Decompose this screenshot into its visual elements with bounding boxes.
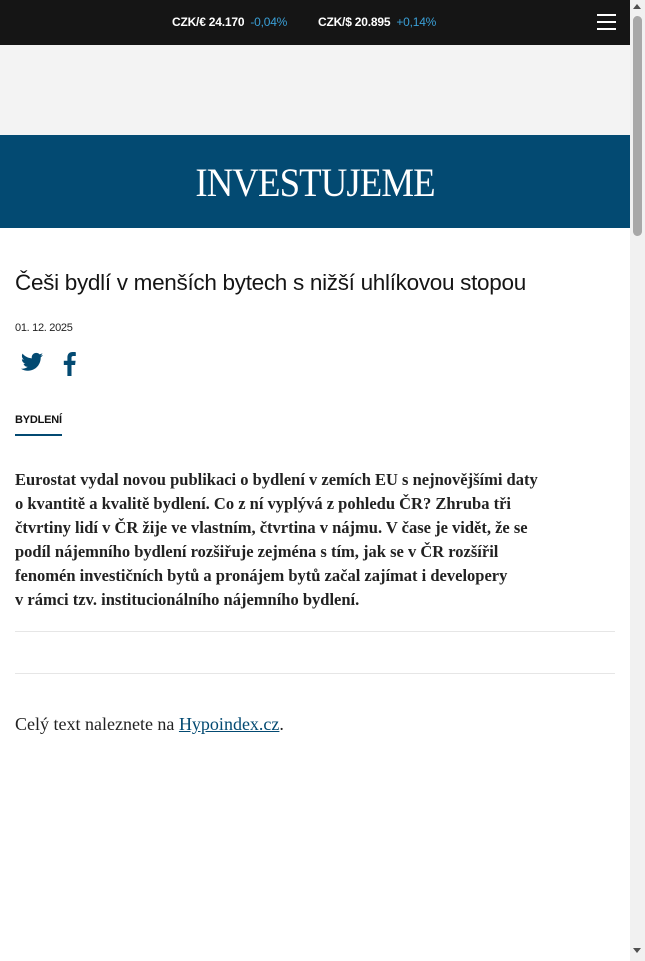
- perex-line: Eurostat vydal novou publikaci o bydlení v zemích EU s nejnovějšími daty: [15, 470, 538, 489]
- perex-line: fenomén investičních bytů a pronájem bytů začal zajímat i developery: [15, 566, 508, 585]
- scroll-down-arrow-icon[interactable]: [633, 948, 641, 953]
- category-tag[interactable]: BYDLENÍ: [15, 414, 62, 436]
- scrollbar-thumb[interactable]: [633, 16, 642, 236]
- perex-line: v rámci tzv. institucionálního nájemního bydlení.: [15, 590, 360, 609]
- rate-czk-usd-change: +0,14%: [396, 15, 437, 29]
- source-suffix: .: [279, 714, 284, 734]
- hamburger-menu-icon[interactable]: [597, 13, 616, 31]
- brand-header: [0, 135, 630, 228]
- source-note: [15, 714, 284, 735]
- rate-czk-eur: [172, 15, 287, 29]
- source-prefix: Celý text naleznete na: [15, 714, 179, 734]
- perex-line: čtvrtiny lidí v ČR žije ve vlastním, čtvrtina v nájmu. V čase je vidět, že se: [15, 518, 528, 537]
- rate-czk-usd-value: CZK/$ 20.895: [318, 15, 391, 29]
- article-date: 01. 12. 2025: [15, 322, 73, 334]
- ad-placeholder: [0, 45, 630, 135]
- perex-line: podíl nájemního bydlení rozšiřuje zejména s tím, jak se v ČR rozšířil: [15, 542, 499, 561]
- twitter-icon[interactable]: [21, 352, 43, 372]
- article-perex: [15, 468, 615, 612]
- divider: [15, 631, 615, 632]
- rate-czk-usd: [318, 15, 436, 29]
- site-logo[interactable]: INVESTUJEME: [195, 160, 435, 205]
- divider: [15, 673, 615, 674]
- article-title: Češi bydlí v menších bytech s nižší uhlíkovou stopou: [15, 270, 526, 295]
- currency-ticker-bar: [0, 0, 630, 45]
- rate-czk-eur-value: CZK/€ 24.170: [172, 15, 245, 29]
- facebook-icon[interactable]: [63, 352, 76, 376]
- perex-line: o kvantitě a kvalitě bydlení. Co z ní vyplývá z pohledu ČR? Zhruba tři: [15, 494, 511, 513]
- source-link[interactable]: Hypoindex.cz: [178, 714, 280, 734]
- rate-czk-eur-change: -0,04%: [250, 15, 288, 29]
- vertical-scrollbar[interactable]: [630, 0, 645, 961]
- scroll-up-arrow-icon[interactable]: [633, 4, 641, 9]
